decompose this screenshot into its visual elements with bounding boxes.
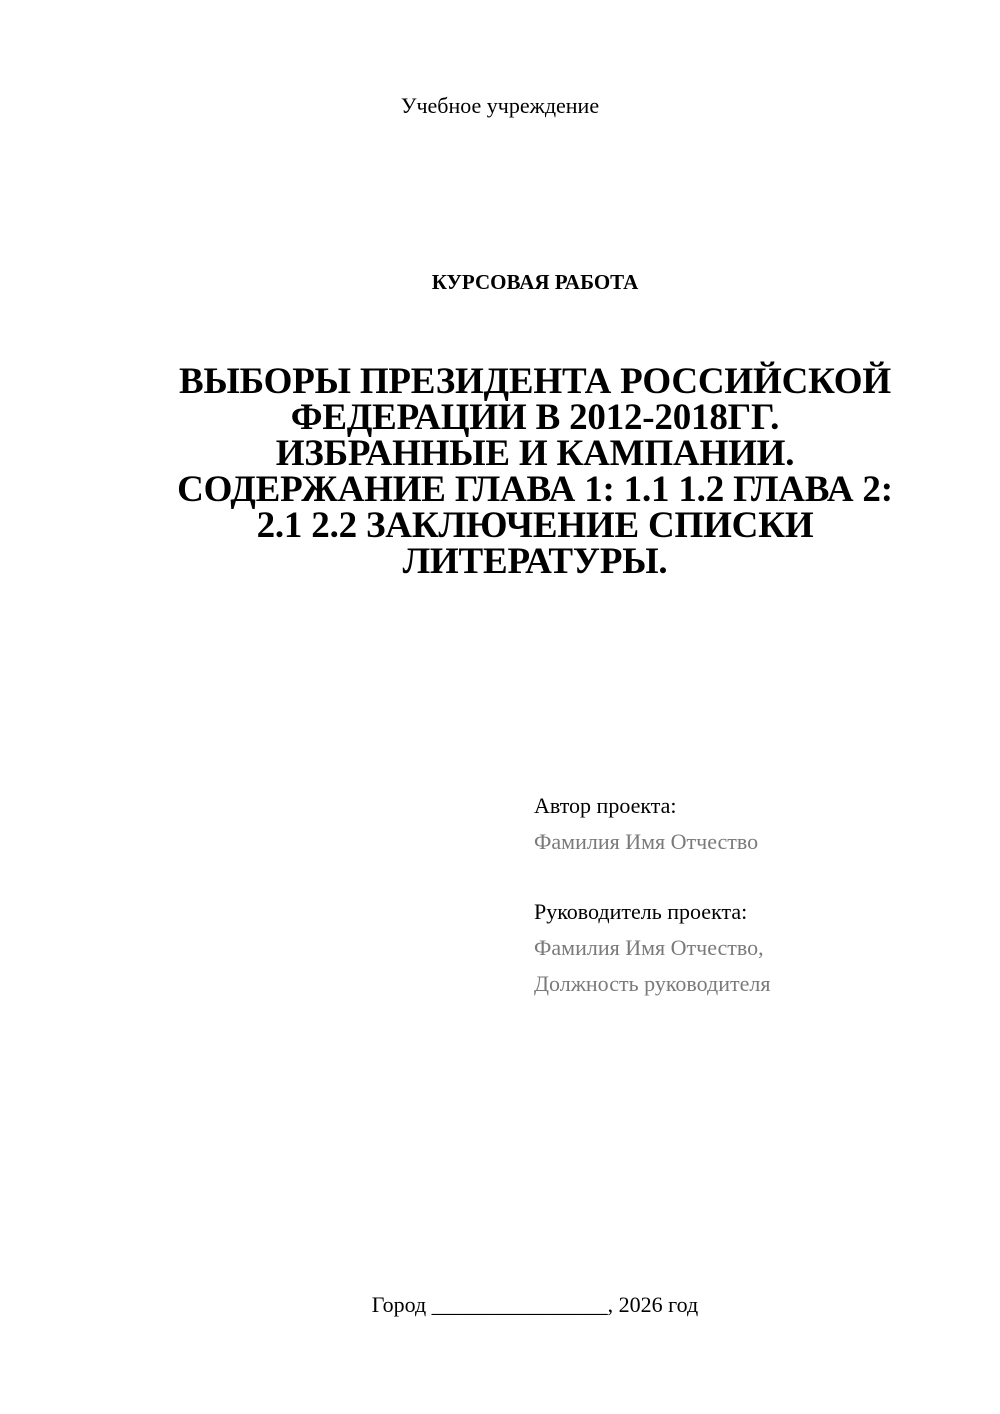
author-label: Автор проекта: (534, 793, 677, 818)
author-name: Фамилия Имя Отчество (534, 829, 759, 854)
title-line: ИЗБРАННЫЕ И КАМПАНИИ. (275, 433, 795, 474)
title-line: 2.1 2.2 ЗАКЛЮЧЕНИЕ СПИСКИ (256, 505, 814, 546)
project-people-block (534, 788, 974, 1002)
city-year-line: Город ________________, 2026 год (371, 1292, 699, 1317)
spacer (534, 860, 974, 894)
supervisor-label: Руководитель проекта: (534, 899, 748, 924)
document-title (150, 361, 920, 582)
title-line: ЛИТЕРАТУРЫ. (402, 541, 668, 582)
supervisor-name: Фамилия Имя Отчество, (534, 935, 764, 960)
document-type: КУРСОВАЯ РАБОТА (431, 270, 639, 294)
title-line: ВЫБОРЫ ПРЕЗИДЕНТА РОССИЙСКОЙ (179, 361, 891, 402)
title-line: СОДЕРЖАНИЕ ГЛАВА 1: 1.1 1.2 ГЛАВА 2: (177, 469, 893, 510)
institution-name: Учебное учреждение (400, 93, 600, 118)
supervisor-position: Должность руководителя (534, 971, 771, 996)
title-line: ФЕДЕРАЦИИ В 2012-2018ГГ. (290, 397, 780, 438)
